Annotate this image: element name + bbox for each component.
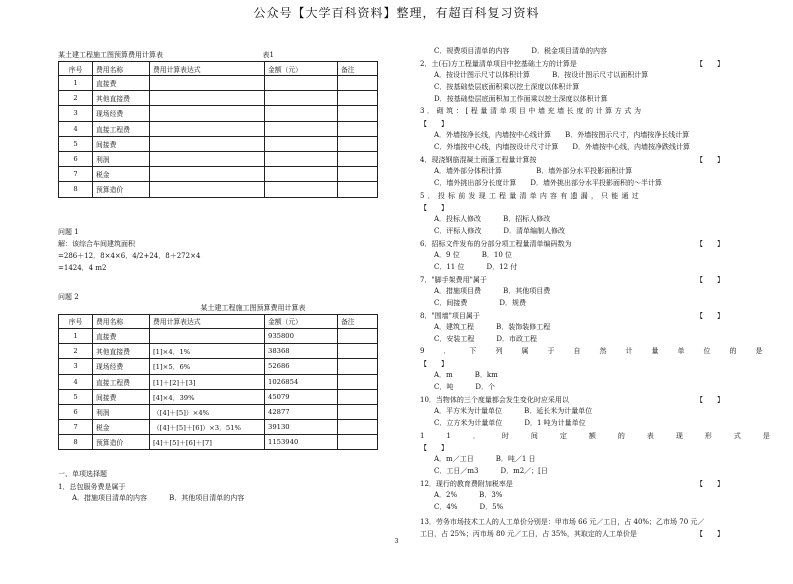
table-cell bbox=[150, 136, 265, 151]
problem1-line: 解：该综合车间建筑面积 bbox=[58, 239, 135, 248]
option: C．规费项目清单的内容 bbox=[434, 47, 510, 55]
table1-caption bbox=[58, 50, 378, 60]
table-row bbox=[59, 328, 378, 343]
table-cell: 935800 bbox=[265, 328, 338, 343]
table-cell: 6 bbox=[59, 151, 93, 166]
table2-header-cell: 金额（元） bbox=[265, 314, 338, 328]
answer-bracket: 【 】 bbox=[696, 239, 724, 248]
option: C．工日／m3 bbox=[434, 466, 479, 475]
table-cell bbox=[150, 328, 265, 343]
table-cell bbox=[338, 389, 378, 404]
question-options bbox=[420, 322, 738, 334]
question-options bbox=[420, 418, 738, 430]
option: B．km bbox=[474, 371, 498, 380]
table-row bbox=[59, 91, 378, 106]
option: A．9 位 bbox=[434, 251, 460, 260]
table2-header-cell: 费用计算表达式 bbox=[150, 314, 265, 328]
option: D．税金项目清单的内容 bbox=[531, 47, 607, 55]
option: A．m／工日 bbox=[434, 455, 474, 464]
question-text: 1．总包服务费是属于 bbox=[58, 482, 126, 491]
option: A．措施项目清单的内容 bbox=[72, 494, 148, 503]
table-cell: 3 bbox=[59, 106, 93, 121]
question-options bbox=[420, 298, 738, 310]
table-cell: 其他直接费 bbox=[93, 91, 150, 106]
option: C．11 位 bbox=[434, 262, 465, 271]
table-cell bbox=[338, 182, 378, 197]
option: B．招标人修改 bbox=[503, 215, 551, 224]
table-cell bbox=[265, 136, 338, 151]
table-cell: 2 bbox=[59, 91, 93, 106]
question-1 bbox=[58, 481, 378, 493]
question-options bbox=[420, 70, 738, 82]
option: B．3% bbox=[479, 490, 503, 499]
option: B．10 位 bbox=[481, 251, 513, 260]
option: D．规费 bbox=[499, 298, 526, 307]
option: B．其他项目费 bbox=[503, 286, 551, 295]
table-cell bbox=[265, 91, 338, 106]
question-options bbox=[420, 382, 738, 394]
answer-bracket: 【 】 bbox=[696, 311, 724, 320]
table1-header-row bbox=[59, 62, 378, 76]
question-9 bbox=[420, 345, 782, 357]
question-options bbox=[420, 466, 738, 478]
answer-bracket: 【 】 bbox=[696, 395, 724, 404]
table-cell: 42877 bbox=[265, 404, 338, 419]
answer-bracket: 【 】 bbox=[696, 275, 724, 284]
table-cell bbox=[338, 121, 378, 136]
option: C．安装工程 bbox=[434, 334, 475, 343]
question-options bbox=[420, 370, 738, 382]
table-cell bbox=[265, 106, 338, 121]
table-cell: 38368 bbox=[265, 344, 338, 359]
question-options bbox=[420, 178, 738, 190]
question-text: 2．土(石)方工程量清单项目中挖基础土方的计算是 bbox=[420, 59, 577, 68]
option: D．m2／；[日 bbox=[500, 466, 548, 475]
answer-bracket: 【 】 bbox=[696, 155, 724, 164]
table-cell: 4 bbox=[59, 374, 93, 389]
question-options bbox=[420, 454, 738, 466]
table-cell: 7 bbox=[59, 420, 93, 435]
problem2-title: 问题 2 bbox=[58, 292, 79, 301]
question-text: 6．招标文件发布的分部分项工程量清单编码数为 bbox=[420, 239, 572, 248]
question-text: 8．"围墙"项目属于 bbox=[420, 311, 480, 320]
option: B．外墙按图示尺寸，内墙按净长线计算 bbox=[565, 131, 690, 140]
question-8 bbox=[420, 310, 738, 322]
table-cell bbox=[338, 151, 378, 166]
answer-bracket: 【 】 bbox=[420, 443, 448, 452]
table-cell bbox=[265, 76, 338, 91]
table-cell: 8 bbox=[59, 182, 93, 197]
table2-header-cell: 备注 bbox=[338, 314, 378, 328]
table-cell bbox=[150, 121, 265, 136]
option: C．外墙按中心线，内墙按设计尺寸计算 bbox=[434, 142, 559, 151]
table-row bbox=[59, 344, 378, 359]
table-cell bbox=[338, 420, 378, 435]
question-text: 5．投标前发现工程量清单内容有遗漏，只能通过 bbox=[420, 191, 642, 200]
option: B．装饰装修工程 bbox=[496, 322, 551, 331]
table-row bbox=[59, 121, 378, 136]
question-options bbox=[420, 262, 738, 274]
option: C．4% bbox=[434, 502, 458, 511]
table-cell: 直接费 bbox=[93, 328, 150, 343]
question-5 bbox=[420, 190, 738, 202]
table-cell: （[4]＋[5]＋[6]）×3．51% bbox=[150, 420, 265, 435]
table-row bbox=[59, 374, 378, 389]
table-cell bbox=[338, 167, 378, 182]
answer-bracket: 【 】 bbox=[420, 359, 448, 368]
table-cell: 税金 bbox=[93, 167, 150, 182]
option: D．墙外挑出部分水平投影面积的～半计算 bbox=[530, 178, 662, 187]
option: D．1 吨为计量单位 bbox=[524, 418, 586, 427]
table-cell: 现场经费 bbox=[93, 106, 150, 121]
table-cell: 税金 bbox=[93, 420, 150, 435]
question-options bbox=[420, 334, 738, 346]
problem1-line: =286＋12．8×4×6．4/2+24．8＋272×4 bbox=[58, 252, 201, 261]
table-cell bbox=[150, 182, 265, 197]
option: C．墙外挑出部分长度计算 bbox=[434, 178, 517, 187]
table-cell: 3 bbox=[59, 359, 93, 374]
table-cell: 5 bbox=[59, 136, 93, 151]
question-options bbox=[420, 46, 738, 58]
table-cell: 利润 bbox=[93, 404, 150, 419]
table1 bbox=[58, 61, 378, 198]
option: B．按设计图示尺寸以面积计算 bbox=[552, 71, 649, 80]
option: A．平方米为计量单位 bbox=[434, 406, 503, 415]
problem1-line: =1424．4 m2 bbox=[58, 264, 107, 273]
question-text: 4．现浇钢筋混凝土雨蓬工程量计算按 bbox=[420, 155, 537, 164]
table-cell bbox=[265, 121, 338, 136]
table2-title: 某土建工程施工图预算费用计算表 bbox=[200, 303, 306, 312]
table-cell: 间接费 bbox=[93, 389, 150, 404]
table-cell: 预算造价 bbox=[93, 435, 150, 450]
table1-header-cell: 费用名称 bbox=[93, 62, 150, 76]
option: D．12 付 bbox=[486, 262, 518, 271]
page-number: 3 bbox=[394, 538, 399, 545]
option: A．按设计图示尺寸以体积计算 bbox=[434, 71, 531, 80]
option: A．墙外部分体积计算 bbox=[434, 166, 503, 175]
option: B．延长米为计量单位 bbox=[524, 406, 593, 415]
table-cell bbox=[338, 374, 378, 389]
table2 bbox=[58, 314, 378, 451]
question-4 bbox=[420, 154, 738, 166]
table1-header-cell: 费用计算表达式 bbox=[150, 62, 265, 76]
table-cell: 1 bbox=[59, 76, 93, 91]
question-11 bbox=[420, 430, 792, 442]
table-cell bbox=[150, 151, 265, 166]
table2-header-cell: 费用名称 bbox=[93, 314, 150, 328]
table-cell: [1]×4．1% bbox=[150, 344, 265, 359]
question-12 bbox=[420, 478, 738, 490]
table-cell: 39130 bbox=[265, 420, 338, 435]
table-cell: 直接费 bbox=[93, 76, 150, 91]
question-2 bbox=[420, 58, 738, 70]
table-cell bbox=[150, 167, 265, 182]
question-options bbox=[58, 493, 378, 505]
table-cell bbox=[338, 76, 378, 91]
table-cell bbox=[338, 136, 378, 151]
table-cell: 52686 bbox=[265, 359, 338, 374]
option: A．措施项目费 bbox=[434, 286, 482, 295]
table-cell: 1153940 bbox=[265, 435, 338, 450]
table1-label: 表1 bbox=[262, 51, 274, 59]
question-13: 13．劳务市场技术工人的人工单价分别是：甲市场 66 元／工日，占 40%；乙市场 70 元／ bbox=[420, 517, 705, 526]
question-options bbox=[420, 490, 738, 502]
table-cell: 其他直接费 bbox=[93, 344, 150, 359]
option: B．其他项目清单的内容 bbox=[169, 494, 245, 503]
question-options bbox=[420, 406, 738, 418]
question-options bbox=[420, 250, 738, 262]
answer-bracket: 【 】 bbox=[420, 119, 448, 128]
question-text: 7．"脚手架费用"属于 bbox=[420, 275, 487, 284]
option: C．立方米为计量单位 bbox=[434, 418, 503, 427]
table-row bbox=[59, 420, 378, 435]
table2-header-row bbox=[59, 314, 378, 328]
table-row bbox=[59, 167, 378, 182]
option: A．建筑工程 bbox=[434, 322, 475, 331]
table1-title: 某土建工程施工图预算费用计算表 bbox=[58, 51, 163, 59]
option: A．m bbox=[434, 371, 453, 380]
question-text: 9．下列属于自然计量单位的是 bbox=[420, 347, 782, 356]
table-cell: 5 bbox=[59, 389, 93, 404]
option: D．个 bbox=[475, 382, 495, 391]
table-row bbox=[59, 151, 378, 166]
table-cell: 1 bbox=[59, 328, 93, 343]
option: C．按基础垫层底面积乘以挖土深度以体积计算 bbox=[434, 82, 580, 91]
table1-header-cell: 备注 bbox=[338, 62, 378, 76]
option: B．吨／1 日 bbox=[495, 455, 536, 464]
option: C．评标人修改 bbox=[434, 226, 482, 235]
question-text: 11．时间定额的表现形式是 bbox=[420, 431, 792, 440]
option: D．按基础垫层底面积加工作面乘以挖土深度以体积计算 bbox=[434, 94, 608, 103]
table-cell bbox=[338, 435, 378, 450]
table-cell: [4]＋[5]＋[6]＋[7] bbox=[150, 435, 265, 450]
answer-bracket: 【 】 bbox=[696, 479, 724, 488]
table-cell: 4 bbox=[59, 121, 93, 136]
table-cell: 2 bbox=[59, 344, 93, 359]
table-cell: 7 bbox=[59, 167, 93, 182]
table-row bbox=[59, 359, 378, 374]
question-options bbox=[420, 286, 738, 298]
table-cell: 预算造价 bbox=[93, 182, 150, 197]
table-cell: 利润 bbox=[93, 151, 150, 166]
table1-header-cell: 金额（元） bbox=[265, 62, 338, 76]
question-options bbox=[420, 142, 738, 154]
table-cell: 直接工程费 bbox=[93, 374, 150, 389]
question-text: 3．砌筑：[程量清单项目中墙充墙长度的计算方式为 bbox=[420, 107, 644, 116]
table-cell bbox=[338, 328, 378, 343]
table-cell: 8 bbox=[59, 435, 93, 450]
option: C．间接费 bbox=[434, 298, 468, 307]
table-cell bbox=[150, 106, 265, 121]
question-6 bbox=[420, 238, 738, 250]
question-text: 10．当物体的三个度量都会发生变化时应采用以 bbox=[420, 395, 569, 404]
question-3 bbox=[420, 105, 738, 117]
answer-bracket: 【 】 bbox=[420, 203, 448, 212]
option: A．2% bbox=[434, 490, 458, 499]
option: D．清单编制人修改 bbox=[503, 226, 565, 235]
question-text: 12．现行的教育费附加税率是 bbox=[420, 479, 513, 488]
question-options bbox=[420, 130, 738, 142]
table-cell: 6 bbox=[59, 404, 93, 419]
problem1-title: 问题 1 bbox=[58, 227, 79, 236]
table-cell bbox=[338, 359, 378, 374]
question-options bbox=[420, 166, 738, 178]
option: D．5% bbox=[479, 502, 504, 511]
option: A．外墙按净长线，内墙按中心线计算 bbox=[434, 131, 552, 140]
left-column bbox=[58, 50, 378, 505]
table-cell: （[4]＋[5]）×4% bbox=[150, 404, 265, 419]
table-cell bbox=[338, 91, 378, 106]
question-text: 工日，占 25%；丙市场 80 元／工日，占 35%，其取定的人工单价是 bbox=[420, 529, 637, 538]
right-column bbox=[420, 46, 792, 540]
section-title: 一、单项选择题 bbox=[58, 470, 107, 479]
table-cell bbox=[338, 106, 378, 121]
question-10 bbox=[420, 394, 738, 406]
question-options bbox=[420, 226, 738, 238]
answer-bracket: 【 】 bbox=[696, 529, 724, 538]
option: D．市政工程 bbox=[496, 334, 537, 343]
option: B．墙外部分水平投影面积计算 bbox=[536, 166, 633, 175]
option: D．外墙按中心线，内墙按净跌线计算 bbox=[572, 142, 690, 151]
option: A．投标人修改 bbox=[434, 215, 482, 224]
table-cell bbox=[150, 76, 265, 91]
page-header: 公众号【大学百科资料】整理，有超百科复习资料 bbox=[253, 6, 540, 20]
table-cell bbox=[150, 91, 265, 106]
table-row bbox=[59, 404, 378, 419]
answer-bracket: 【 】 bbox=[696, 59, 724, 68]
table-cell bbox=[338, 344, 378, 359]
question-7 bbox=[420, 274, 738, 286]
question-options bbox=[420, 502, 738, 514]
question-options bbox=[420, 214, 738, 226]
table-cell bbox=[265, 182, 338, 197]
table-cell: 直接工程费 bbox=[93, 121, 150, 136]
table-row bbox=[59, 182, 378, 197]
table-cell: [4]×4．39% bbox=[150, 389, 265, 404]
table-cell: 现场经费 bbox=[93, 359, 150, 374]
table-row bbox=[59, 106, 378, 121]
option: C．吨 bbox=[434, 382, 454, 391]
table2-header-cell: 序号 bbox=[59, 314, 93, 328]
table-cell: 45079 bbox=[265, 389, 338, 404]
table-row bbox=[59, 136, 378, 151]
table-row bbox=[59, 435, 378, 450]
table-row bbox=[59, 389, 378, 404]
table-cell: 间接费 bbox=[93, 136, 150, 151]
table1-header-cell: 序号 bbox=[59, 62, 93, 76]
table-cell: [1]×5．6% bbox=[150, 359, 265, 374]
table-cell: [1]＋[2]＋[3] bbox=[150, 374, 265, 389]
table-cell bbox=[265, 167, 338, 182]
table-cell bbox=[338, 404, 378, 419]
table-cell: 1026854 bbox=[265, 374, 338, 389]
table-cell bbox=[265, 151, 338, 166]
table-row bbox=[59, 76, 378, 91]
